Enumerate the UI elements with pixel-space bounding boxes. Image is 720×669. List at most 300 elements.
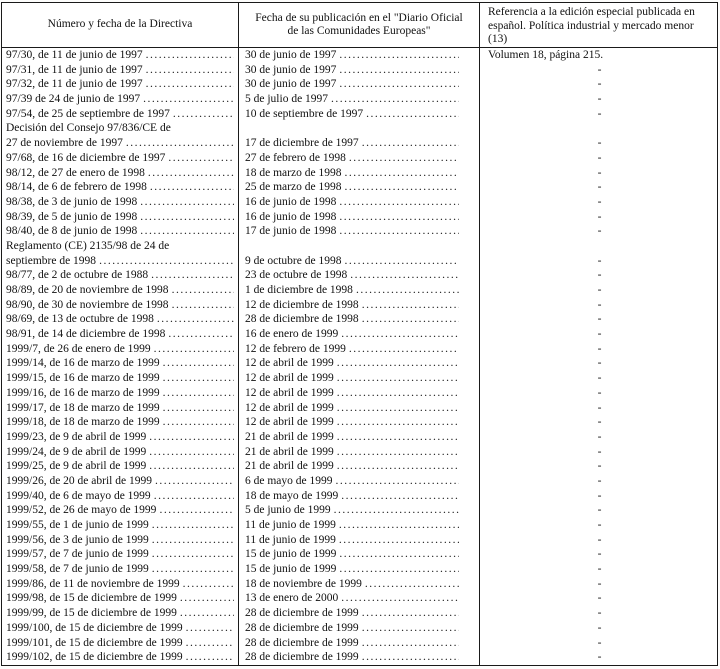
cell-reference: [480, 606, 717, 621]
cell-reference: [480, 533, 717, 548]
directive-line: [6, 48, 234, 63]
table-row: [2, 92, 717, 107]
directive-line: [6, 401, 234, 416]
dot-leader: [339, 562, 459, 577]
directive-label: 1999/24, de 9 de abril de 1999: [6, 445, 147, 458]
publication-line: [245, 312, 459, 327]
publication-date-label: 17 de junio de 1998: [245, 225, 337, 238]
cell-reference: [480, 562, 717, 577]
dot-leader: [339, 547, 459, 562]
table-row: [2, 77, 717, 92]
dot-leader: [151, 268, 234, 283]
dot-leader: [146, 77, 234, 92]
cell-publication-date: [239, 533, 480, 548]
table-row: [2, 48, 717, 63]
directive-line: [6, 415, 234, 430]
publication-date-label: 12 de abril de 1999: [245, 401, 334, 414]
cell-publication-date: [239, 577, 480, 592]
publication-date-label: 28 de diciembre de 1999: [245, 621, 359, 634]
cell-directive-number: [2, 445, 239, 460]
cell-directive-number: [2, 371, 239, 386]
dot-leader: [146, 48, 234, 63]
dot-leader: [339, 224, 459, 239]
publication-line: [245, 63, 459, 78]
cell-reference: [480, 577, 717, 592]
directive-label: 1999/57, de 7 de junio de 1999: [6, 548, 149, 561]
directive-label: 98/90, de 30 de noviembre de 1998: [6, 298, 169, 311]
cell-reference: [480, 474, 717, 489]
publication-date-label: 9 de octubre de 1998: [245, 254, 342, 267]
cell-reference: [480, 636, 717, 651]
directive-label: 98/12, de 27 de enero de 1998: [6, 166, 145, 179]
cell-directive-number: [2, 298, 239, 313]
dot-leader: [155, 474, 234, 489]
dot-leader: [362, 606, 459, 621]
directive-line: [6, 591, 234, 606]
directive-label: 1999/98, de 15 de diciembre de 1999: [6, 592, 177, 605]
cell-reference: [480, 650, 717, 665]
table-row: [2, 636, 717, 651]
cell-directive-number: [2, 562, 239, 577]
publication-line: [245, 415, 459, 430]
reference-dash: -: [597, 342, 602, 355]
reference-dash: -: [597, 225, 602, 238]
cell-publication-date: [239, 371, 480, 386]
dot-leader: [154, 489, 234, 504]
dot-leader: [152, 533, 234, 548]
dot-leader: [339, 210, 459, 225]
publication-line: [245, 591, 459, 606]
directive-label: 98/40, de 8 de junio de 1998: [6, 225, 138, 238]
cell-directive-number: [2, 195, 239, 210]
table-row: [2, 239, 717, 268]
reference-dash: -: [597, 460, 602, 473]
dot-leader: [163, 415, 234, 430]
dot-leader: [341, 489, 459, 504]
reference-dash: -: [597, 298, 602, 311]
directive-label: 1999/14, de 16 de marzo de 1999: [6, 357, 160, 370]
table-row: [2, 606, 717, 621]
cell-reference: [480, 48, 717, 63]
publication-line: [245, 166, 459, 181]
directive-line: [6, 327, 234, 342]
directive-label: 1999/102, de 15 de diciembre de 1999: [6, 651, 183, 664]
table-row: [2, 474, 717, 489]
dot-leader: [365, 577, 459, 592]
directive-line: [6, 577, 234, 592]
reference-dash: -: [597, 386, 602, 399]
publication-line: [245, 180, 459, 195]
table-row: [2, 195, 717, 210]
cell-publication-date: [239, 445, 480, 460]
reference-dash: -: [597, 63, 602, 76]
directive-label: 1999/99, de 15 de diciembre de 1999: [6, 607, 177, 620]
cell-directive-number: [2, 650, 239, 665]
directive-label: 1999/7, de 26 de enero de 1999: [6, 342, 151, 355]
dot-leader: [173, 107, 234, 122]
dot-leader: [159, 503, 234, 518]
directive-label: 1999/58, de 7 de junio de 1999: [6, 563, 149, 576]
cell-publication-date: [239, 386, 480, 401]
reference-dash: -: [597, 269, 602, 282]
directive-line: [6, 518, 234, 533]
reference-dash: -: [597, 548, 602, 561]
publication-date-label: 5 de julio de 1997: [245, 93, 329, 106]
cell-directive-number: [2, 166, 239, 181]
publication-line: [245, 210, 459, 225]
reference-dash: -: [597, 166, 602, 179]
dot-leader: [349, 151, 459, 166]
publication-date-label: 27 de febrero de 1998: [245, 151, 346, 164]
cell-reference: [480, 121, 717, 150]
dot-leader: [186, 636, 234, 651]
table-row: [2, 562, 717, 577]
dot-leader: [150, 180, 234, 195]
dot-leader: [140, 210, 234, 225]
cell-directive-number: [2, 224, 239, 239]
directive-line: [6, 312, 234, 327]
cell-directive-number: [2, 386, 239, 401]
reference-dash: -: [597, 151, 602, 164]
reference-dash: -: [597, 489, 602, 502]
directive-line: [6, 210, 234, 225]
directive-line: [6, 268, 234, 283]
dot-leader: [180, 591, 234, 606]
reference-dash: -: [597, 577, 602, 590]
dot-leader: [337, 415, 459, 430]
cell-reference: [480, 489, 717, 504]
cell-publication-date: [239, 459, 480, 474]
reference-dash: -: [597, 313, 602, 326]
directive-label: 1999/15, de 16 de marzo de 1999: [6, 372, 160, 385]
publication-line: [245, 224, 459, 239]
table-row: [2, 518, 717, 533]
publication-line: [245, 401, 459, 416]
dot-leader: [163, 386, 234, 401]
directive-line: [6, 430, 234, 445]
table-row: [2, 327, 717, 342]
cell-publication-date: [239, 210, 480, 225]
publication-line: [245, 621, 459, 636]
cell-reference: [480, 298, 717, 313]
directive-line: [6, 121, 234, 136]
table-row: [2, 268, 717, 283]
cell-publication-date: [239, 312, 480, 327]
directive-label: 98/38, de 3 de junio de 1998: [6, 195, 138, 208]
cell-directive-number: [2, 239, 239, 268]
cell-reference: [480, 268, 717, 283]
cell-reference: [480, 415, 717, 430]
publication-line: [245, 92, 459, 107]
cell-directive-number: [2, 92, 239, 107]
directive-line: [6, 621, 234, 636]
dot-leader: [172, 283, 234, 298]
publication-date-label: 28 de diciembre de 1999: [245, 636, 359, 649]
directive-line: [6, 254, 234, 269]
cell-publication-date: [239, 474, 480, 489]
publication-date-label: 30 de junio de 1997: [245, 49, 337, 61]
reference-dash: -: [597, 607, 602, 620]
dot-leader: [148, 166, 234, 181]
reference-dash: -: [597, 328, 602, 341]
cell-reference: [480, 92, 717, 107]
publication-date-label: 28 de diciembre de 1998: [245, 313, 359, 326]
cell-directive-number: [2, 180, 239, 195]
cell-publication-date: [239, 503, 480, 518]
dot-leader: [337, 430, 459, 445]
directive-label: 98/39, de 5 de junio de 1998: [6, 210, 138, 223]
cell-reference: [480, 459, 717, 474]
publication-line: [245, 489, 459, 504]
reference-dash: -: [597, 416, 602, 429]
dot-leader: [339, 63, 459, 78]
header-directive-number: Número y fecha de la Directiva: [2, 3, 239, 47]
cell-reference: [480, 312, 717, 327]
reference-dash: -: [597, 93, 602, 106]
cell-directive-number: [2, 48, 239, 63]
cell-directive-number: [2, 518, 239, 533]
publication-date-label: 13 de enero de 2000: [245, 592, 339, 605]
publication-line: [245, 430, 459, 445]
publication-line: [245, 533, 459, 548]
cell-directive-number: [2, 327, 239, 342]
reference-dash: -: [597, 430, 602, 443]
cell-publication-date: [239, 342, 480, 357]
publication-date-label: 18 de marzo de 1998: [245, 166, 342, 179]
publication-date-label: 21 de abril de 1999: [245, 460, 334, 473]
cell-reference: [480, 356, 717, 371]
dot-leader: [344, 166, 459, 181]
reference-dash: -: [597, 284, 602, 296]
cell-publication-date: [239, 621, 480, 636]
directive-label: 97/30, de 11 de junio de 1997: [6, 49, 143, 61]
dot-leader: [339, 48, 459, 63]
directive-label: 1999/16, de 16 de marzo de 1999: [6, 386, 160, 399]
publication-line: [245, 474, 459, 489]
dot-leader: [362, 621, 459, 636]
dot-leader: [344, 180, 459, 195]
table-row: [2, 401, 717, 416]
directive-line: [6, 180, 234, 195]
cell-reference: [480, 547, 717, 562]
publication-date-label: 15 de junio de 1999: [245, 563, 337, 576]
directive-line: [6, 224, 234, 239]
directive-label: Decisión del Consejo 97/836/CE de: [6, 122, 171, 135]
dot-leader: [186, 650, 234, 665]
cell-publication-date: [239, 48, 480, 63]
directives-table: [1, 2, 718, 666]
publication-date-label: 18 de noviembre de 1999: [245, 577, 362, 590]
dot-leader: [362, 636, 459, 651]
table-row: [2, 650, 717, 665]
cell-publication-date: [239, 415, 480, 430]
cell-directive-number: [2, 430, 239, 445]
table-header-row: [2, 3, 717, 48]
cell-publication-date: [239, 401, 480, 416]
directive-label: 98/14, de 6 de febrero de 1998: [6, 181, 147, 194]
dot-leader: [366, 107, 459, 122]
publication-date-label: 5 de junio de 1999: [245, 504, 331, 517]
table-row: [2, 371, 717, 386]
publication-date-label: 12 de abril de 1999: [245, 357, 334, 370]
cell-publication-date: [239, 151, 480, 166]
dot-leader: [152, 518, 234, 533]
table-row: [2, 356, 717, 371]
table-row: [2, 342, 717, 357]
reference-dash: -: [597, 533, 602, 546]
directive-line: [6, 77, 234, 92]
directive-line: [6, 298, 234, 313]
cell-publication-date: [239, 268, 480, 283]
publication-date-label: 11 de junio de 1999: [245, 533, 336, 546]
reference-dash: -: [597, 563, 602, 576]
directive-label: 1999/23, de 9 de abril de 1999: [6, 430, 147, 443]
publication-date-label: 21 de abril de 1999: [245, 445, 334, 458]
publication-date-label: 30 de junio de 1997: [245, 63, 337, 76]
cell-directive-number: [2, 503, 239, 518]
dot-leader: [344, 254, 459, 269]
cell-publication-date: [239, 180, 480, 195]
header-special-edition-reference: Referencia a la edición especial publicada en español. Política industrial y mercado menor (13): [488, 6, 695, 45]
table-row: [2, 210, 717, 225]
publication-date-label: 25 de marzo de 1998: [245, 181, 342, 194]
table-row: [2, 283, 717, 298]
dot-leader: [337, 356, 459, 371]
cell-publication-date: [239, 356, 480, 371]
cell-reference: [480, 63, 717, 78]
publication-date-label: 18 de mayo de 1999: [245, 489, 339, 502]
directive-line: [6, 474, 234, 489]
table-row: [2, 312, 717, 327]
cell-reference: [480, 224, 717, 239]
directive-label: Reglamento (CE) 2135/98 de 24 de: [6, 239, 170, 252]
directive-label: 27 de noviembre de 1997: [6, 137, 123, 150]
directive-label: septiembre de 1998: [6, 254, 97, 267]
reference-dash: -: [597, 181, 602, 194]
publication-date-label: 21 de abril de 1999: [245, 430, 334, 443]
cell-reference: [480, 518, 717, 533]
cell-directive-number: [2, 356, 239, 371]
cell-directive-number: [2, 401, 239, 416]
publication-date-label: 28 de diciembre de 1999: [245, 607, 359, 620]
directive-label: 1999/26, de 20 de abril de 1999: [6, 474, 152, 487]
publication-date-label: 6 de mayo de 1999: [245, 474, 333, 487]
cell-directive-number: [2, 77, 239, 92]
reference-dash: -: [597, 195, 602, 208]
table-row: [2, 298, 717, 313]
publication-date-label: 16 de enero de 1999: [245, 328, 339, 341]
directive-line: [6, 445, 234, 460]
dot-leader: [356, 283, 459, 298]
directive-line: [6, 606, 234, 621]
cell-publication-date: [239, 562, 480, 577]
table-row: [2, 503, 717, 518]
cell-publication-date: [239, 92, 480, 107]
directive-label: 97/54, de 25 de septiembre de 1997: [6, 107, 170, 120]
publication-date-label: 12 de abril de 1999: [245, 386, 334, 399]
dot-leader: [180, 606, 234, 621]
directive-label: 97/39 de 24 de junio de 1997: [6, 93, 141, 106]
reference-value: Volumen 18, página 215.: [488, 49, 604, 61]
publication-line: [245, 606, 459, 621]
cell-directive-number: [2, 577, 239, 592]
reference-dash: -: [597, 519, 602, 531]
reference-dash: -: [597, 621, 602, 634]
table-row: [2, 63, 717, 78]
publication-line: [245, 77, 459, 92]
directive-line: [6, 356, 234, 371]
publication-line: [245, 48, 459, 63]
table-row: [2, 445, 717, 460]
reference-dash: -: [597, 107, 602, 120]
directive-label: 1999/25, de 9 de abril de 1999: [6, 460, 147, 473]
cell-directive-number: [2, 342, 239, 357]
dot-leader: [339, 533, 459, 548]
directive-line: [6, 636, 234, 651]
dot-leader: [146, 63, 234, 78]
dot-leader: [172, 298, 234, 313]
table-row: [2, 459, 717, 474]
dot-leader: [149, 445, 234, 460]
dot-leader: [337, 459, 459, 474]
cell-publication-date: [239, 430, 480, 445]
cell-directive-number: [2, 606, 239, 621]
publication-line: [245, 136, 459, 151]
dot-leader: [140, 224, 234, 239]
directive-line: [6, 283, 234, 298]
publication-line: [245, 503, 459, 518]
publication-line: [245, 386, 459, 401]
cell-publication-date: [239, 650, 480, 665]
publication-line: [245, 268, 459, 283]
directive-line: [6, 371, 234, 386]
directive-line: [6, 533, 234, 548]
cell-publication-date: [239, 518, 480, 533]
publication-line: [245, 577, 459, 592]
cell-directive-number: [2, 591, 239, 606]
reference-dash: -: [597, 636, 602, 649]
dot-leader: [140, 195, 234, 210]
cell-publication-date: [239, 547, 480, 562]
publication-line: [245, 459, 459, 474]
reference-dash: -: [597, 401, 602, 414]
publication-date-label: 11 de junio de 1999: [245, 519, 336, 531]
cell-reference: [480, 151, 717, 166]
directive-line: [6, 239, 234, 254]
dot-leader: [349, 342, 459, 357]
cell-reference: [480, 327, 717, 342]
directive-label: 1999/55, de 1 de junio de 1999: [6, 519, 149, 531]
directive-line: [6, 547, 234, 562]
table-row: [2, 547, 717, 562]
cell-publication-date: [239, 121, 480, 150]
publication-line: [245, 547, 459, 562]
dot-leader: [168, 151, 234, 166]
table-row: [2, 577, 717, 592]
cell-directive-number: [2, 283, 239, 298]
dot-leader: [163, 371, 234, 386]
cell-publication-date: [239, 606, 480, 621]
publication-date-label: 12 de diciembre de 1998: [245, 298, 359, 311]
table-row: [2, 386, 717, 401]
publication-line: [245, 356, 459, 371]
cell-directive-number: [2, 415, 239, 430]
table-row: [2, 224, 717, 239]
cell-reference: [480, 591, 717, 606]
publication-date-label: 16 de junio de 1998: [245, 195, 337, 208]
table-row: [2, 107, 717, 122]
directive-label: 97/31, de 11 de junio de 1997: [6, 63, 143, 76]
